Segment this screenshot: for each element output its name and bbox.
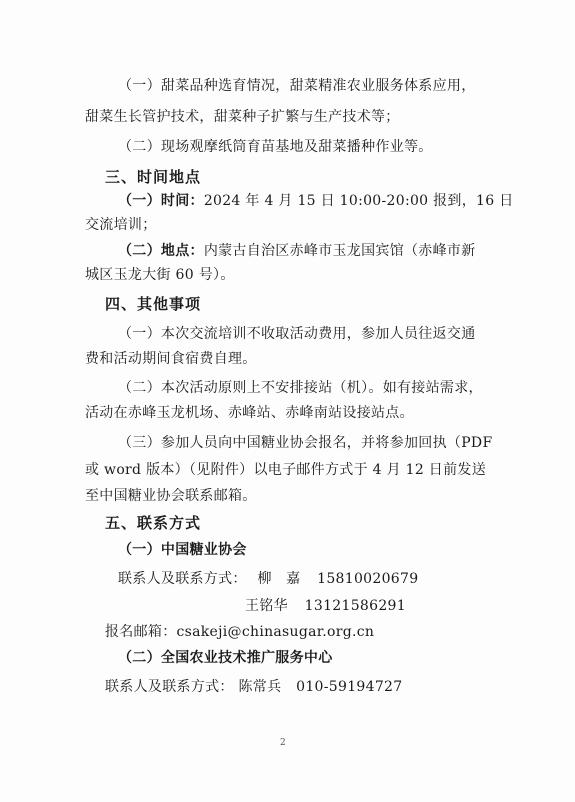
- time-text: 2024 年 4 月 15 日 10:00-20:00 报到，16 日: [203, 193, 514, 209]
- notice-item-3-line2: 或 word 版本）（见附件）以电子邮件方式于 4 月 12 日前发送: [85, 462, 486, 478]
- email-address: csakeji@chinasugar.org.cn: [176, 624, 375, 640]
- notice-item-2-line2: 活动在赤峰玉龙机场、赤峰站、赤峰南站设接站点。: [85, 405, 414, 421]
- page-number: 2: [280, 738, 286, 748]
- contact2-phone: 13121586291: [304, 598, 406, 614]
- section5-heading: 五、联系方式: [105, 514, 202, 532]
- training-item-1-line2: 甜菜生长管护技术，甜菜种子扩繁与生产技术等；: [85, 109, 400, 125]
- training-item-2: （二）现场观摩纸筒育苗基地及甜菜播种作业等。: [118, 139, 433, 155]
- contact1-row: [118, 569, 418, 589]
- contact-label: 联系人及联系方式：: [118, 571, 247, 587]
- place-row: [118, 241, 476, 261]
- section3-heading: 三、时间地点: [105, 168, 202, 186]
- contact3-phone: 010-59194727: [296, 679, 403, 695]
- org1-heading: （一）中国糖业协会: [118, 542, 247, 558]
- section4-heading: 四、其他事项: [105, 295, 202, 313]
- contact1-phone: 15810020679: [317, 571, 419, 587]
- notice-item-3-line3: 至中国糖业协会联系邮箱。: [85, 488, 257, 504]
- time-text-line2: 交流培训；: [85, 217, 157, 233]
- place-text-line2: 城区玉龙大街 60 号）。: [85, 267, 235, 283]
- contact2-row: [245, 596, 406, 616]
- training-item-1-line1: （一）甜菜品种选育情况，甜菜精准农业服务体系应用，: [118, 78, 476, 94]
- contact3-name: 陈常兵: [238, 679, 282, 695]
- time-label: （一）时间：: [118, 193, 204, 209]
- time-row: [118, 191, 514, 211]
- notice-item-1-line2: 费和活动期间食宿费自理。: [85, 351, 257, 367]
- notice-item-3-line1: （三）参加人员向中国糖业协会报名，并将参加回执（PDF: [118, 435, 493, 451]
- notice-item-2-line1: （二）本次活动原则上不安排接站（机）。如有接站需求，: [118, 380, 483, 396]
- contact1-name: 柳 嘉: [257, 571, 301, 587]
- contact3-label: 联系人及联系方式：: [105, 679, 234, 695]
- contact3-row: [105, 677, 402, 697]
- notice-item-1-line1: （一）本次交流培训不收取活动费用，参加人员往返交通: [118, 326, 476, 342]
- email-label: 报名邮箱：: [105, 624, 177, 640]
- contact2-name: 王铭华: [245, 598, 288, 614]
- place-label: （二）地点：: [118, 243, 204, 259]
- org2-heading: （二）全国农业技术推广服务中心: [118, 650, 333, 666]
- email-row: [105, 622, 374, 642]
- place-text: 内蒙古自治区赤峰市玉龙国宾馆（赤峰市新: [203, 243, 476, 259]
